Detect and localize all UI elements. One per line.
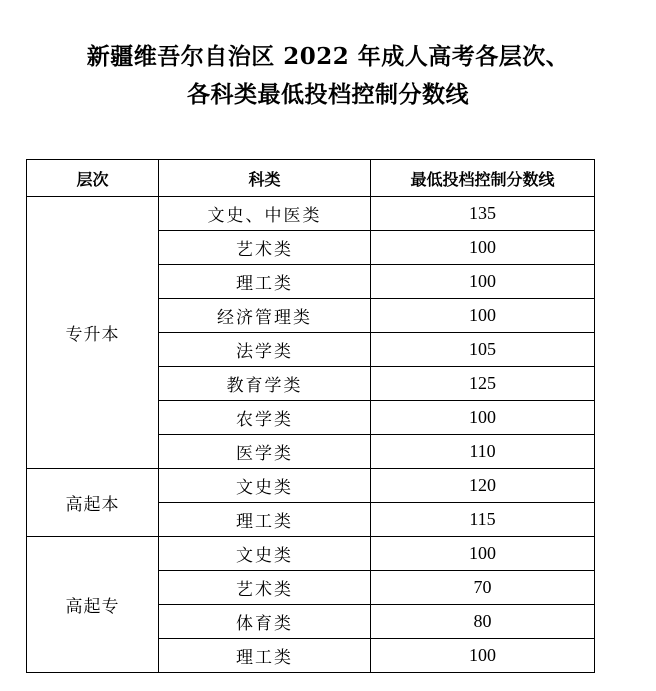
header-category: 科类 xyxy=(159,160,371,197)
header-level: 层次 xyxy=(27,160,159,197)
score-cell: 100 xyxy=(371,265,595,299)
category-cell: 艺术类 xyxy=(159,571,371,605)
table-body xyxy=(27,197,595,673)
score-cell: 100 xyxy=(371,299,595,333)
header-row xyxy=(27,160,595,197)
table-header xyxy=(27,160,595,197)
level-cell-high-to-bachelor: 高起本 xyxy=(27,469,159,537)
score-cell: 100 xyxy=(371,401,595,435)
score-cell: 105 xyxy=(371,333,595,367)
category-cell: 理工类 xyxy=(159,639,371,673)
score-cell: 70 xyxy=(371,571,595,605)
category-cell: 艺术类 xyxy=(159,231,371,265)
table-row xyxy=(27,197,595,231)
score-cell: 135 xyxy=(371,197,595,231)
score-cell: 100 xyxy=(371,639,595,673)
table-row xyxy=(27,537,595,571)
table-row xyxy=(27,469,595,503)
score-cell: 80 xyxy=(371,605,595,639)
category-cell: 文史、中医类 xyxy=(159,197,371,231)
category-cell: 农学类 xyxy=(159,401,371,435)
score-table xyxy=(26,159,595,673)
score-cell: 120 xyxy=(371,469,595,503)
category-cell: 经济管理类 xyxy=(159,299,371,333)
document-title xyxy=(0,38,656,114)
category-cell: 法学类 xyxy=(159,333,371,367)
level-cell-upgrade: 专升本 xyxy=(27,197,159,469)
category-cell: 教育学类 xyxy=(159,367,371,401)
header-score: 最低投档控制分数线 xyxy=(371,160,595,197)
score-cell: 100 xyxy=(371,231,595,265)
score-cell: 115 xyxy=(371,503,595,537)
category-cell: 文史类 xyxy=(159,537,371,571)
category-cell: 理工类 xyxy=(159,265,371,299)
score-cell: 125 xyxy=(371,367,595,401)
level-cell-high-to-associate: 高起专 xyxy=(27,537,159,673)
score-cell: 100 xyxy=(371,537,595,571)
category-cell: 体育类 xyxy=(159,605,371,639)
category-cell: 文史类 xyxy=(159,469,371,503)
score-cell: 110 xyxy=(371,435,595,469)
title-line-2: 各科类最低投档控制分数线 xyxy=(187,81,469,108)
category-cell: 理工类 xyxy=(159,503,371,537)
title-line-1: 新疆维吾尔自治区 2022 年成人高考各层次、 xyxy=(86,43,570,70)
category-cell: 医学类 xyxy=(159,435,371,469)
